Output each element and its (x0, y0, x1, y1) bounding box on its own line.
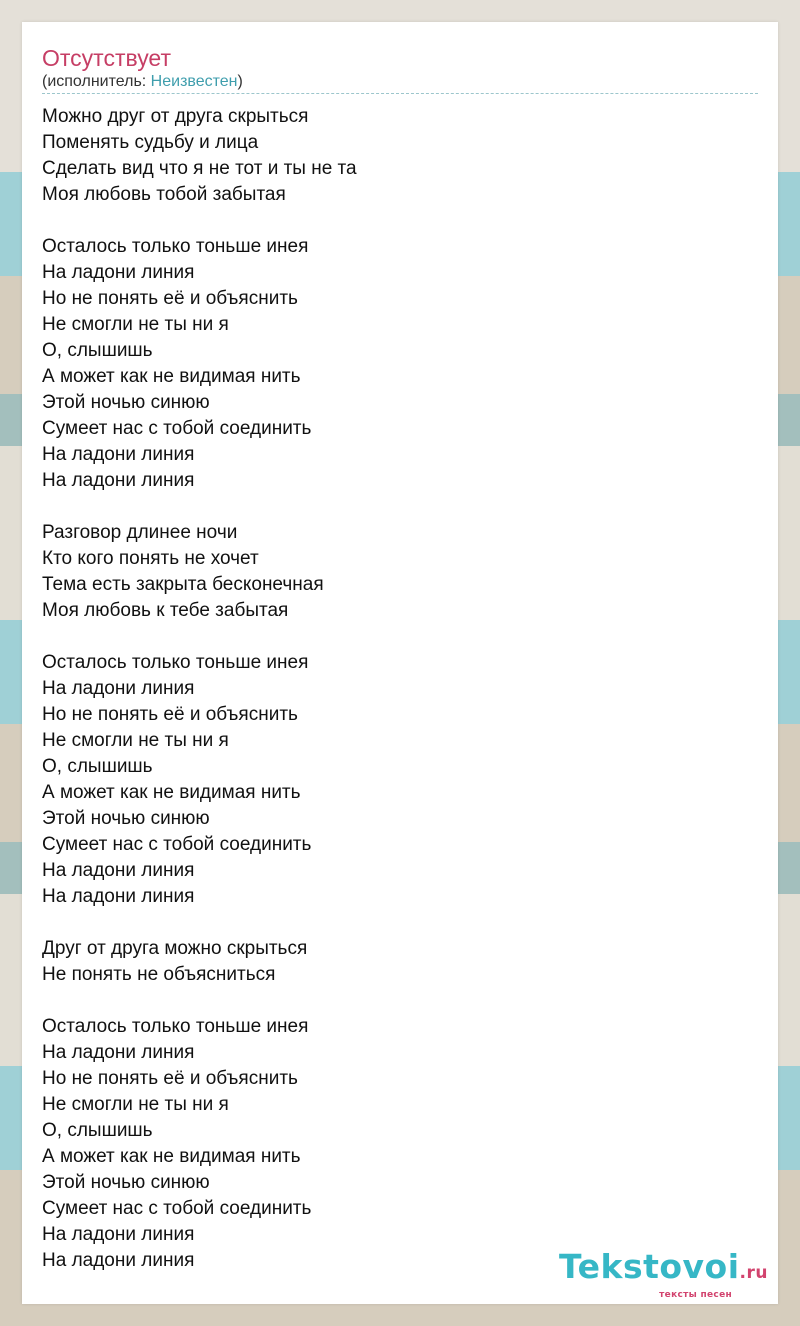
lyric-line: Сделать вид что я не тот и ты не та (42, 158, 357, 179)
artist-prefix: (исполнитель: (42, 73, 151, 90)
lyrics-body (42, 104, 762, 1300)
lyric-line: Осталось только тоньше инея (42, 652, 309, 673)
lyric-line: Но не понять её и объяснить (42, 1068, 298, 1089)
lyrics-stanza (42, 936, 762, 988)
lyric-line: Но не понять её и объяснить (42, 704, 298, 725)
artist-line (42, 72, 243, 92)
lyric-line: Сумеет нас с тобой соединить (42, 418, 312, 439)
logo-tagline: тексты песен (659, 1290, 732, 1300)
lyric-line: О, слышишь (42, 340, 153, 361)
lyrics-stanza (42, 104, 762, 208)
lyric-line: Кто кого понять не хочет (42, 548, 259, 569)
lyric-line: На ладони линия (42, 1250, 195, 1271)
lyric-line: На ладони линия (42, 1042, 195, 1063)
lyrics-stanza (42, 234, 762, 494)
lyric-line: Тема есть закрыта бесконечная (42, 574, 324, 595)
lyric-line: Этой ночью синюю (42, 392, 210, 413)
lyric-line: Не смогли не ты ни я (42, 730, 229, 751)
lyrics-card (22, 22, 778, 1304)
logo-main-text: Tekstovoi (559, 1247, 740, 1286)
lyric-line: А может как не видимая нить (42, 782, 301, 803)
lyrics-stanza (42, 520, 762, 624)
lyric-line: На ладони линия (42, 678, 195, 699)
lyrics-stanza (42, 650, 762, 910)
lyric-line: Можно друг от друга скрыться (42, 106, 309, 127)
lyric-line: На ладони линия (42, 444, 195, 465)
lyric-line: На ладони линия (42, 262, 195, 283)
lyric-line: Но не понять её и объяснить (42, 288, 298, 309)
lyric-line: А может как не видимая нить (42, 366, 301, 387)
lyric-line: Этой ночью синюю (42, 808, 210, 829)
lyric-line: Моя любовь тобой забытая (42, 184, 286, 205)
lyric-line: На ладони линия (42, 886, 195, 907)
lyric-line: Осталось только тоньше инея (42, 1016, 309, 1037)
logo-domain-suffix: .ru (739, 1263, 768, 1283)
lyric-line: Друг от друга можно скрыться (42, 938, 308, 959)
lyric-line: Не понять не объясниться (42, 964, 276, 985)
lyric-line: На ладони линия (42, 470, 195, 491)
lyric-line: А может как не видимая нить (42, 1146, 301, 1167)
lyric-line: О, слышишь (42, 756, 153, 777)
lyric-line: Разговор длинее ночи (42, 522, 238, 543)
song-title: Отсутствует (42, 45, 171, 71)
lyrics-stanza (42, 1014, 762, 1274)
lyric-line: Поменять судьбу и лица (42, 132, 259, 153)
lyric-line: Этой ночью синюю (42, 1172, 210, 1193)
lyric-line: О, слышишь (42, 1120, 153, 1141)
lyric-line: Моя любовь к тебе забытая (42, 600, 289, 621)
artist-link[interactable]: Неизвестен (150, 73, 238, 90)
site-logo[interactable] (559, 1247, 768, 1300)
lyric-line: На ладони линия (42, 860, 195, 881)
logo-wordmark (559, 1247, 768, 1290)
lyric-line: Сумеет нас с тобой соединить (42, 1198, 312, 1219)
title-divider (42, 93, 758, 94)
artist-suffix: ) (237, 73, 243, 90)
lyric-line: Не смогли не ты ни я (42, 314, 229, 335)
lyric-line: Не смогли не ты ни я (42, 1094, 229, 1115)
lyric-line: Осталось только тоньше инея (42, 236, 309, 257)
lyric-line: На ладони линия (42, 1224, 195, 1245)
lyric-line: Сумеет нас с тобой соединить (42, 834, 312, 855)
